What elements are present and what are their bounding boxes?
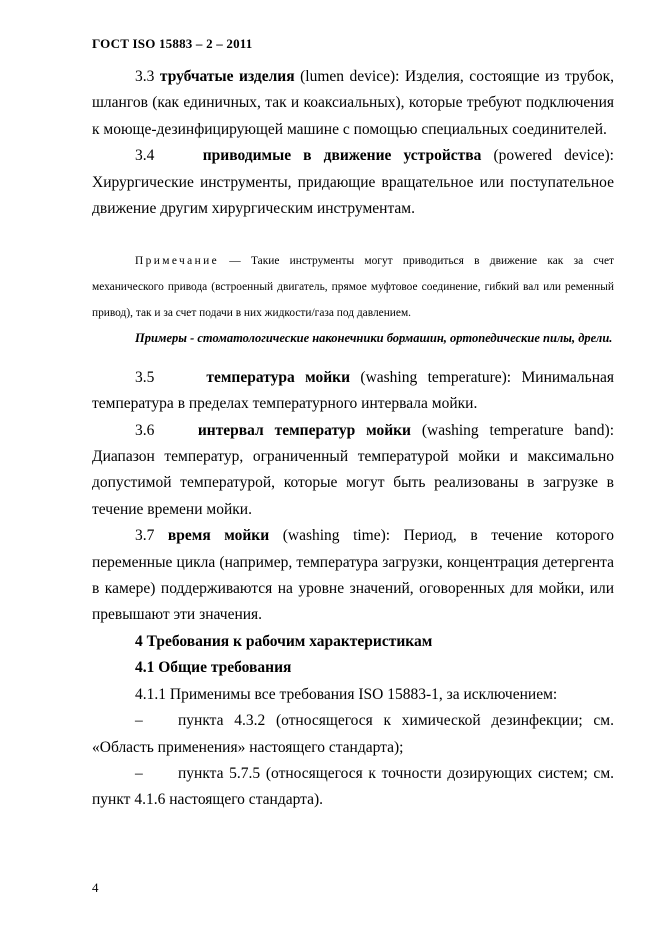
list-dash: – — [135, 764, 143, 782]
term: время мойки — [167, 527, 270, 545]
term: трубчатые изделия — [159, 68, 295, 85]
subsection-heading: 4.1 Общие требования — [135, 659, 292, 677]
clause-number: 3.6 — [135, 421, 155, 439]
running-header: ГОСТ ISO 15883 – 2 – 2011 — [92, 36, 253, 51]
definition-text: (washing time): Период, в течение которого переменные цикла (например, температура загрузки, концентрация детергента в камере) поддерживаются на уровне значений, оговоренных для мойки, или превышают эти значения. — [92, 527, 614, 624]
definition-3-3 — [92, 64, 614, 143]
term: приводимые в движение устройства — [202, 147, 482, 165]
term: интервал температур мойки — [197, 421, 411, 439]
list-item-text: пункта 5.7.5 (относящегося к точности дозирующих систем; см. пункт 4.1.6 настоящего стандарта). — [92, 764, 614, 809]
clause-number: 3.3 — [135, 68, 155, 85]
note — [92, 249, 614, 326]
definition-text: (washing temperature): Минимальная температура в пределах температурного интервала мойки. — [92, 368, 614, 413]
document-body — [92, 64, 614, 814]
note-label: Примечание — [135, 255, 220, 268]
list-dash: – — [135, 712, 143, 730]
definition-text: (lumen device): Изделия, состоящие из трубок, шлангов (как единичных, так и коаксиальных), которые требуют подключения к моюще-дезинфицирующей машине с помощью специальных соединителей. — [92, 68, 614, 138]
clause-number: 3.7 — [135, 527, 155, 545]
definition-3-5 — [92, 365, 614, 418]
clause-number: 3.5 — [135, 368, 155, 386]
clause-number: 3.4 — [135, 147, 155, 165]
list-item — [92, 708, 614, 761]
list-item — [92, 761, 614, 814]
list-item-text: пункта 4.3.2 (относящегося к химической дезинфекции; см. «Область применения» настоящего стандарта); — [92, 712, 614, 756]
definition-3-4 — [92, 143, 614, 222]
section-heading: 4 Требования к рабочим характеристикам — [135, 632, 433, 650]
note-text: — Такие инструменты могут приводиться в движение как за счет механического привода (встроенный двигатель, прямое муфтовое соединение, гибкий вал или ременный привод), так и за счет подачи в них жидкости/газа под давлением. — [92, 255, 614, 319]
definition-text: (washing temperature band): Диапазон температур, ограниченный температурой мойки и максимально допустимой температурой, которые могут быть реализованы в загрузке в течение времени мойки. — [92, 421, 615, 518]
clause-4-1-1: 4.1.1 Применимы все требования ISO 15883-1, за исключением: — [135, 685, 558, 703]
page-number: 4 — [92, 880, 99, 895]
definition-3-6 — [92, 418, 614, 524]
definition-text: (powered device): Хирургические инструменты, придающие вращательное или поступательное движение другим хирургическим инструментам. — [92, 147, 614, 218]
examples: Примеры - стоматологические наконечники бормашин, ортопедические пилы, дрели. — [135, 331, 613, 346]
definition-3-7 — [92, 523, 614, 629]
term: температура мойки — [206, 368, 351, 386]
